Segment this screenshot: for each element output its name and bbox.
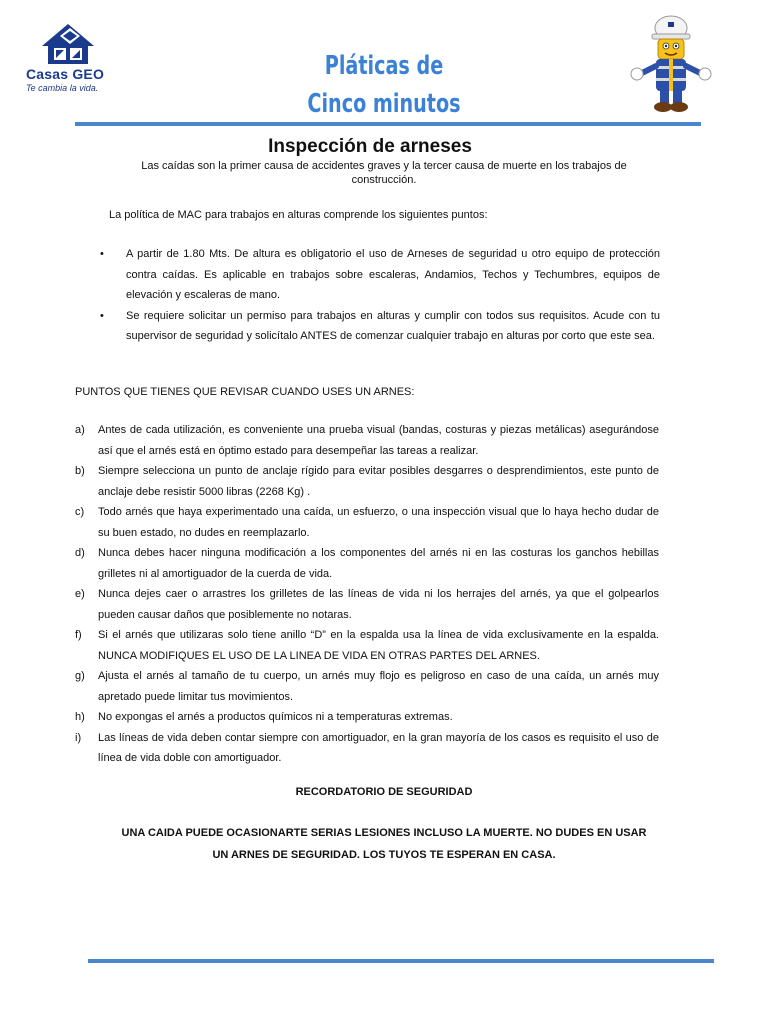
bullet-icon: • [100, 309, 104, 322]
point-text: Todo arnés que haya experimentado una caída, un esfuerzo, o una inspección visual que lo haya hecho dudar de su buen estado, no dudes en reemplazarlo. [98, 506, 659, 539]
list-item [75, 707, 659, 728]
header-divider [75, 122, 701, 126]
list-item [100, 306, 660, 347]
point-text: Antes de cada utilización, es conveniente una prueba visual (bandas, costuras y piezas metálicas) asegurándose así que el arnés está en óptimo estado para desempeñar las tareas a realizar. [98, 424, 659, 457]
point-letter: f) [75, 629, 82, 641]
house-logo-icon [40, 22, 96, 66]
point-text: Ajusta el arnés al tamaño de tu cuerpo, un arnés muy flojo es peligroso en caso de una caída, un arnés muy apretado puede limitar tus movimientos. [98, 670, 659, 703]
inspection-points-list [75, 420, 659, 769]
header-title-line1: Pláticas de [324, 51, 444, 81]
point-letter: c) [75, 506, 85, 518]
intro-paragraph: Las caídas son la primer causa de accidentes graves y la tercer causa de muerte en los trabajos de construcción. [141, 160, 627, 186]
point-letter: h) [75, 711, 85, 723]
section-heading: PUNTOS QUE TIENES QUE REVISAR CUANDO USES UN ARNES: [75, 386, 415, 398]
point-letter: a) [75, 424, 85, 436]
list-item [75, 728, 659, 769]
reminder-text: UNA CAIDA PUEDE OCASIONARTE SERIAS LESIONES INCLUSO LA MUERTE. NO DUDES EN USAR UN ARNES DE SEGURIDAD. LOS TUYOS TE ESPERAN EN CASA. [121, 827, 647, 861]
list-item [100, 244, 660, 306]
header-title-line2: Cinco minutos [307, 89, 461, 119]
point-letter: b) [75, 465, 85, 477]
point-letter: g) [75, 670, 85, 682]
point-letter: i) [75, 731, 82, 744]
policy-statement: La política de MAC para trabajos en alturas comprende los siguientes puntos: [109, 209, 488, 221]
point-text: Si el arnés que utilizaras solo tiene anillo “D” en la espalda usa la línea de vida exclusivamente en la espalda. NUNCA MODIFIQUES EL USO DE LA LINEA DE VIDA EN OTRAS PARTES DEL ARNES. [98, 629, 659, 662]
point-text: Siempre selecciona un punto de anclaje rígido para evitar posibles desgarres o desprendimientos, este punto de anclaje debe resistir 5000 libras (2268 Kg) . [98, 465, 659, 498]
bullet-text: A partir de 1.80 Mts. De altura es obligatorio el uso de Arneses de seguridad u otro equipo de protección contra caídas. Es aplicable en trabajos sobre escaleras, Andamios, Techos y Techumbres, equipos de elevación y escaleras de mano. [126, 248, 660, 301]
footer-divider [88, 959, 714, 963]
list-item [75, 461, 659, 502]
logo-name: Casas GEO [26, 66, 105, 82]
point-text: Nunca debes hacer ninguna modificación a los componentes del arnés ni en las costuras los ganchos hebillas grilletes ni al amortiguador de la cuerda de vida. [98, 547, 659, 580]
company-logo [22, 22, 122, 102]
policy-bullet-list [100, 244, 660, 347]
reminder-title: RECORDATORIO DE SEGURIDAD [295, 786, 473, 798]
document-title: Inspección de arneses [268, 136, 472, 157]
bullet-icon: • [100, 248, 104, 260]
list-item [75, 420, 659, 461]
list-item [75, 584, 659, 625]
list-item [75, 543, 659, 584]
point-text: Las líneas de vida deben contar siempre con amortiguador, en la gran mayoría de los casos es requisito el uso de línea de vida doble con amortiguador. [98, 731, 659, 764]
logo-tagline: Te cambia la vida. [26, 83, 99, 93]
point-text: No expongas el arnés a productos químicos ni a temperaturas extremas. [98, 711, 453, 723]
list-item [75, 502, 659, 543]
point-text: Nunca dejes caer o arrastres los grilletes de las líneas de vida ni los herrajes del arnés, ya que el golpearlos pueden causar daños que posiblemente no notaras. [98, 588, 659, 621]
list-item [75, 666, 659, 707]
list-item [75, 625, 659, 666]
point-letter: d) [75, 547, 85, 559]
bullet-text: Se requiere solicitar un permiso para trabajos en alturas y cumplir con todos sus requisitos. Acude con tu supervisor de seguridad y solicítalo ANTES de comenzar cualquier trabajo en alturas por corto que este sea. [126, 309, 660, 342]
point-letter: e) [75, 588, 85, 600]
worker-mascot-icon [630, 14, 712, 114]
